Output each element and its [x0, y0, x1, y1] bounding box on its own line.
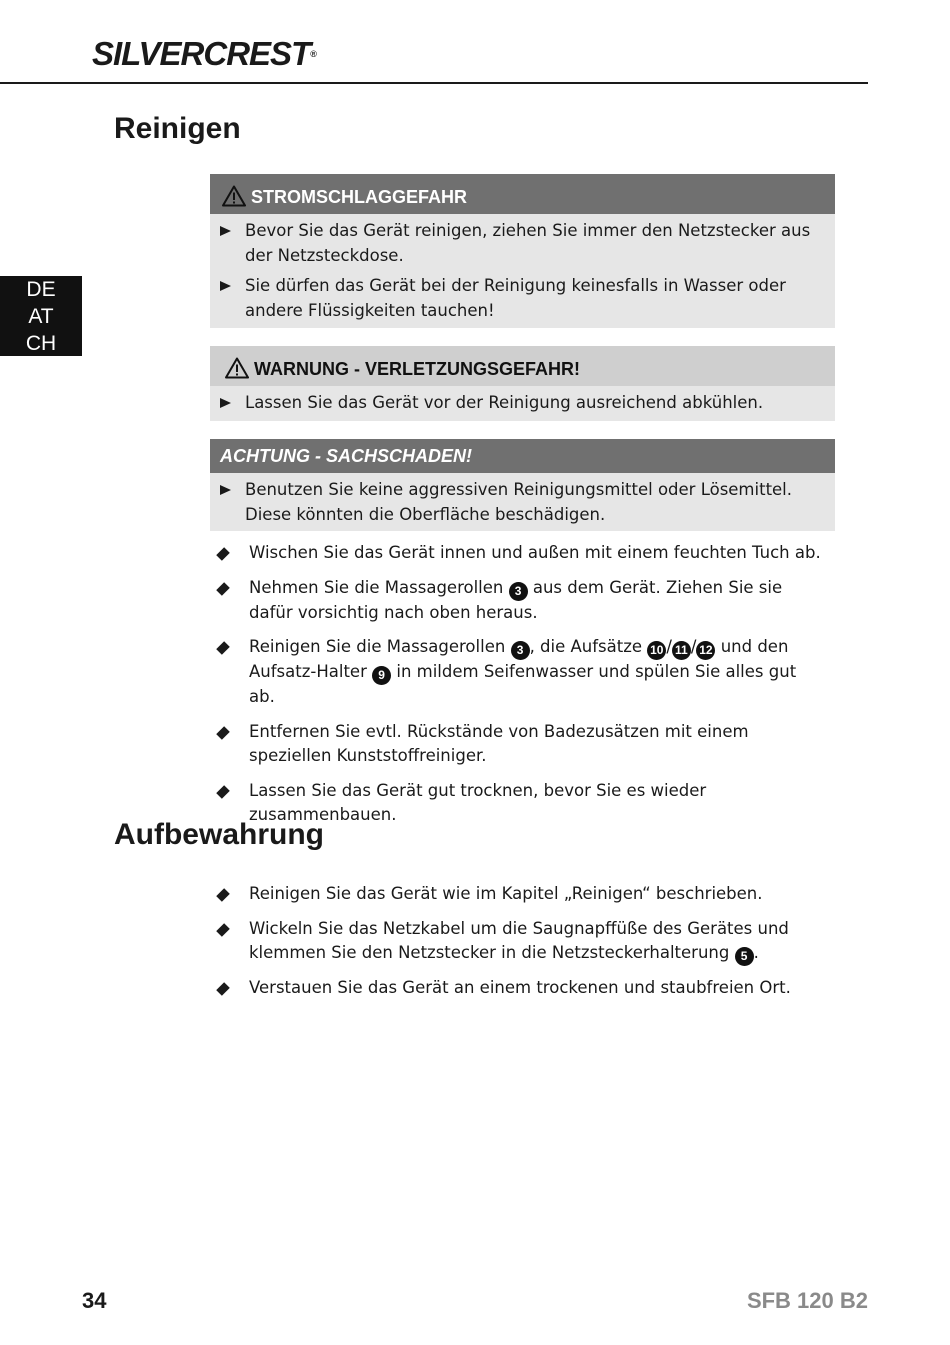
item-text: Bevor Sie das Gerät reinigen, ziehen Sie immer den Netzstecker aus der Netzsteckdose.	[245, 221, 811, 265]
header-rule	[0, 82, 868, 84]
step-text: , die Aufsätze	[529, 637, 643, 656]
list-item	[216, 635, 826, 710]
part-ref-badge: 12	[696, 641, 715, 660]
list-item	[220, 391, 819, 416]
lang-de: DE	[26, 278, 56, 301]
section-title-storage: Aufbewahrung	[114, 818, 324, 851]
separator: /	[690, 637, 697, 656]
shock-hazard-heading	[210, 174, 835, 214]
step-text: Reinigen Sie die Massagerollen	[249, 637, 506, 656]
part-ref-badge: 3	[511, 641, 530, 660]
section-title-cleaning: Reinigen	[114, 112, 241, 145]
step-text: .	[753, 943, 759, 962]
shock-hazard-box	[210, 174, 835, 328]
part-ref-badge: 11	[672, 641, 691, 660]
list-item	[220, 274, 819, 323]
step-text: Nehmen Sie die Massagerollen	[249, 577, 504, 597]
diamond-bullet-icon	[216, 547, 230, 561]
brand-logo	[92, 36, 317, 72]
part-ref-badge: 9	[372, 666, 391, 685]
list-item	[216, 976, 826, 1001]
diamond-bullet-icon	[216, 923, 230, 937]
step-text: Verstauen Sie das Gerät an einem trockenen und staubfreien Ort.	[249, 978, 791, 997]
shock-hazard-label: STROMSCHLAGGEFAHR	[251, 187, 467, 207]
arrow-icon	[220, 281, 231, 291]
list-item	[216, 882, 826, 907]
step-text: aus dem Gerät. Ziehen Sie sie dafür vorsichtig nach oben heraus.	[249, 577, 783, 622]
arrow-icon	[220, 485, 231, 495]
list-item	[220, 478, 819, 527]
list-item	[220, 219, 819, 268]
property-damage-heading: ACHTUNG - SACHSCHADEN!	[210, 439, 835, 473]
lang-at: AT	[28, 305, 54, 328]
list-item	[216, 541, 826, 566]
arrow-icon	[220, 226, 231, 236]
step-text: Wickeln Sie das Netzkabel um die Saugnapffüße des Gerätes und klemmen Sie den Netzstecker in die Netzsteckerhalterung	[249, 918, 789, 962]
lang-ch: CH	[25, 332, 57, 355]
step-text: in mildem Seifenwasser und spülen Sie alles gut ab.	[249, 662, 797, 706]
diamond-bullet-icon	[216, 888, 230, 902]
step-text: und den Aufsatz-Halter	[249, 637, 789, 681]
item-text: Lassen Sie das Gerät vor der Reinigung ausreichend abkühlen.	[245, 393, 764, 412]
step-text: Entfernen Sie evtl. Rückstände von Badezusätzen mit einem speziellen Kunststoffreiniger.	[249, 721, 749, 765]
step-text: Lassen Sie das Gerät gut trocknen, bevor Sie es wieder zusammenbauen.	[249, 780, 707, 824]
separator: /	[666, 637, 672, 656]
step-text: Wischen Sie das Gerät innen und außen mit einem feuchten Tuch ab.	[249, 543, 821, 562]
list-item	[216, 720, 826, 769]
list-item	[216, 917, 826, 967]
language-tab	[0, 276, 82, 356]
cleaning-steps	[216, 541, 826, 838]
part-ref-badge: 3	[509, 582, 528, 601]
injury-warning-heading	[210, 346, 835, 386]
page-number: 34	[82, 1288, 107, 1313]
diamond-bullet-icon	[216, 785, 230, 799]
model-number: SFB 120 B2	[746, 1288, 868, 1313]
diamond-bullet-icon	[216, 982, 230, 996]
property-damage-box	[210, 439, 835, 531]
step-text: Reinigen Sie das Gerät wie im Kapitel „Reinigen“ beschrieben.	[249, 884, 763, 903]
diamond-bullet-icon	[216, 641, 230, 655]
registered-mark: ®	[310, 49, 317, 59]
diamond-bullet-icon	[216, 582, 230, 596]
warning-triangle-icon	[225, 357, 249, 379]
part-ref-badge: 5	[735, 947, 754, 966]
diamond-bullet-icon	[216, 726, 230, 740]
injury-warning-box	[210, 346, 835, 421]
part-ref-badge: 10	[647, 641, 666, 660]
item-text: Sie dürfen das Gerät bei der Reinigung keinesfalls in Wasser oder andere Flüssigkeiten tauchen!	[245, 276, 786, 320]
brand-name: SILVERCREST	[92, 35, 311, 72]
injury-warning-label: WARNUNG - VERLETZUNGSGEFAHR!	[254, 359, 580, 379]
list-item	[216, 576, 826, 626]
item-text: Benutzen Sie keine aggressiven Reinigungsmittel oder Lösemittel. Diese könnten die Oberfläche beschädigen.	[245, 480, 793, 524]
warning-triangle-icon	[222, 185, 246, 207]
arrow-icon	[220, 398, 231, 408]
storage-steps	[216, 882, 826, 1011]
